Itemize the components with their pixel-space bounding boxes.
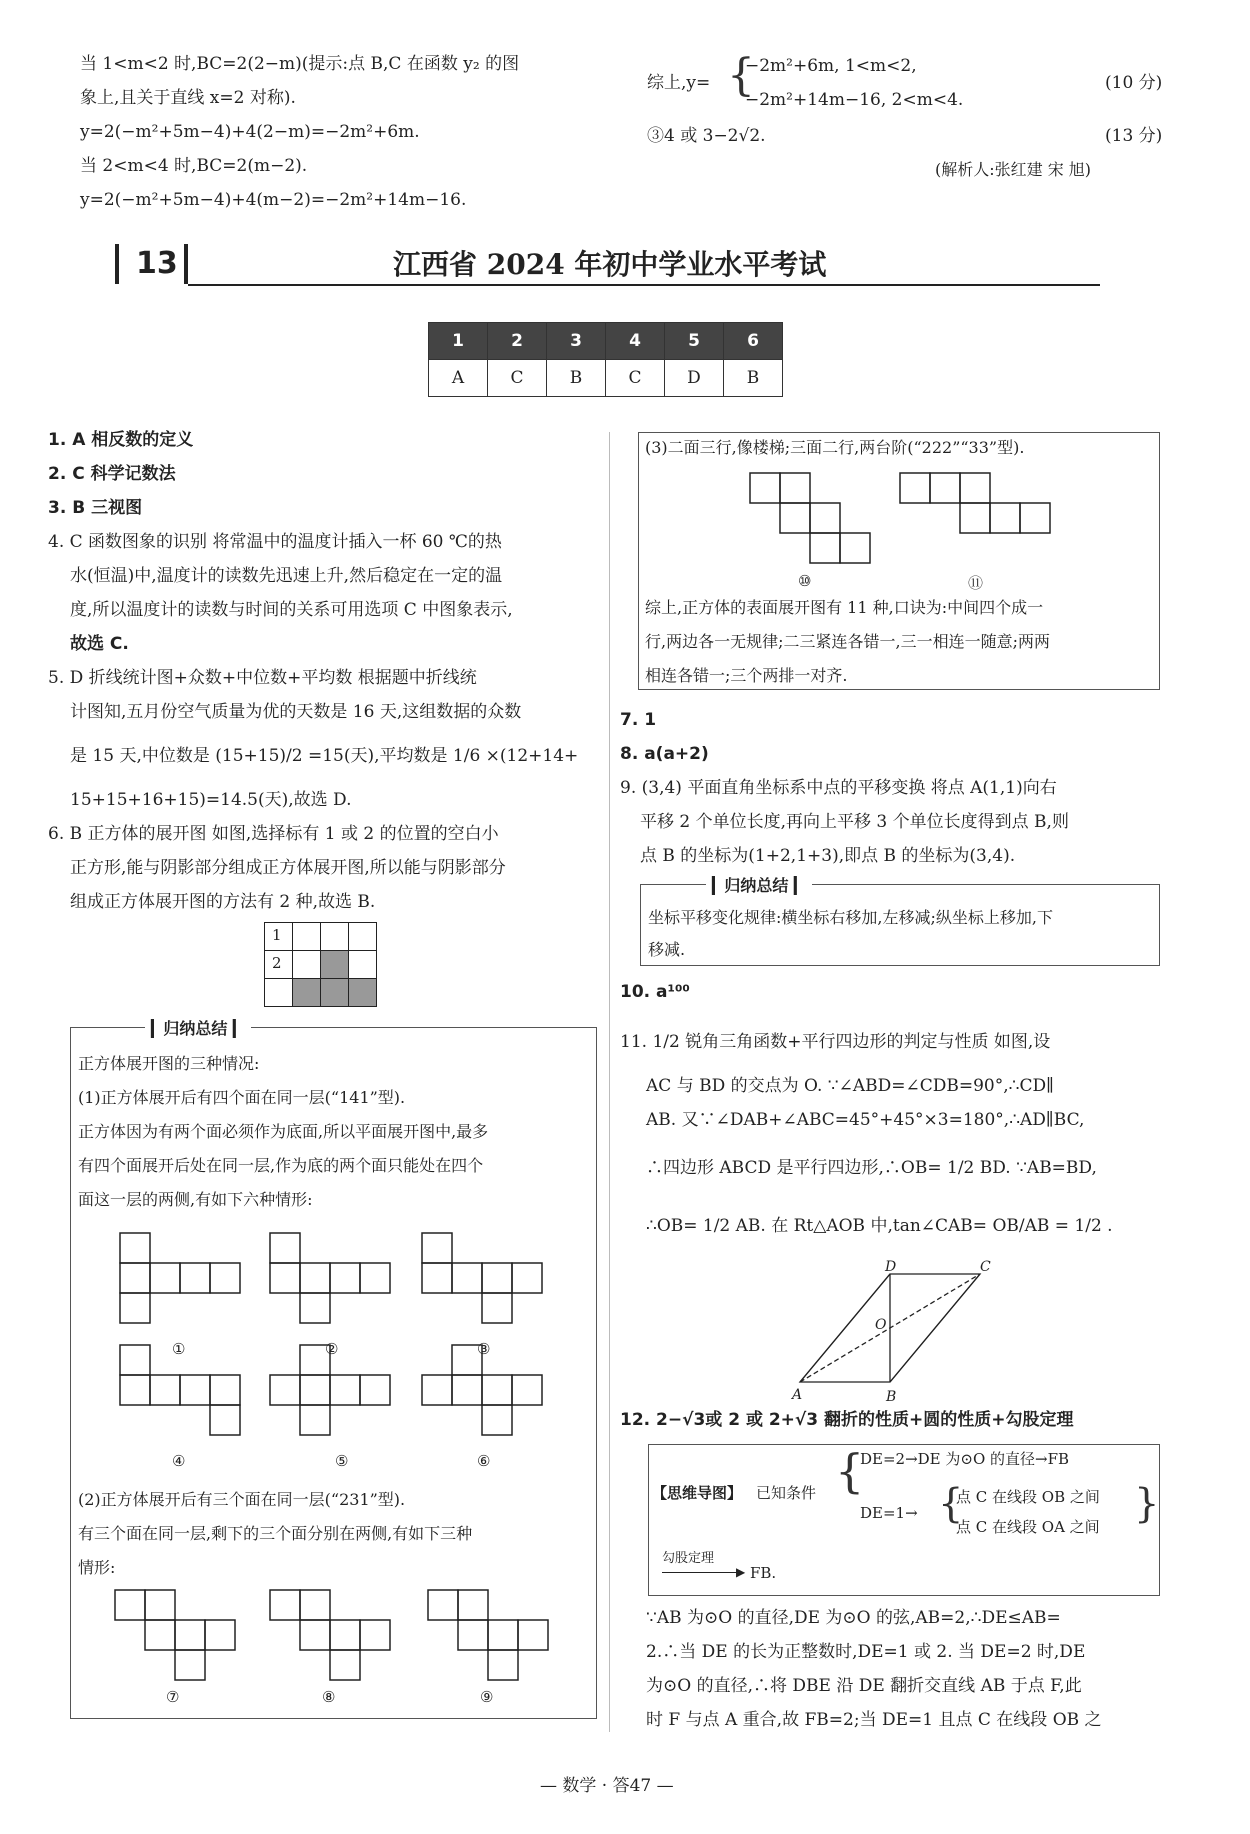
brace-icon: }	[1134, 1481, 1160, 1527]
brace-icon: {	[835, 1444, 865, 1498]
answer-line: 故选 C.	[70, 634, 129, 654]
mind-map-node: DE=2→DE 为⊙O 的直径→FB	[860, 1450, 1070, 1468]
answer-line: 7. 1	[620, 710, 657, 730]
text-line: −2m²+6m, 1<m<2,	[745, 56, 917, 76]
table-cell: B	[547, 360, 606, 397]
point-label: C	[980, 1259, 991, 1275]
summary-line: (2)正方体展开后有三个面在同一层(“231”型).	[78, 1490, 406, 1509]
section-rule	[188, 284, 1100, 286]
answer-line: 正方形,能与阴影部分组成正方体展开图,所以能与阴影部分	[70, 858, 506, 878]
net-label: ⑦	[166, 1688, 180, 1706]
cube-nets-222-33	[745, 470, 1065, 566]
text-line: −2m²+14m−16, 2<m<4.	[745, 90, 964, 110]
table-header: 6	[724, 323, 783, 360]
arrow-icon	[662, 1572, 738, 1573]
column-divider	[609, 432, 610, 1732]
text-line: y=2(−m²+5m−4)+4(m−2)=−2m²+14m−16.	[80, 190, 467, 210]
summary-line: 正方体因为有两个面必须作为底面,所以平面展开图中,最多	[78, 1122, 489, 1141]
summary-line: 有四个面展开后处在同一层,作为底的两个面只能处在四个	[78, 1156, 484, 1175]
mind-map-node: 已知条件	[756, 1484, 817, 1502]
mind-map-node: 勾股定理	[662, 1551, 715, 1566]
section-number: 13	[136, 246, 178, 281]
net-label: ⑥	[477, 1452, 491, 1470]
answer-line: 2.∴当 DE 的长为正整数时,DE=1 或 2. 当 DE=2 时,DE	[646, 1642, 1086, 1662]
summary-line: 行,两边各一无规律;二三紧连各错一,三一相连一随意;两两	[645, 632, 1050, 651]
answer-line: 平移 2 个单位长度,再向上平移 3 个单位长度得到点 B,则	[640, 812, 1069, 832]
answer-line: AC 与 BD 的交点为 O. ∵∠ABD=∠CDB=90°,∴CD∥	[646, 1076, 1054, 1096]
table-cell: D	[665, 360, 724, 397]
answer-line: 6. B 正方体的展开图 如图,选择标有 1 或 2 的位置的空白小	[48, 824, 499, 844]
net-label: ⑤	[335, 1452, 349, 1470]
answer-line: ∴OB= 1/2 AB. 在 Rt△AOB 中,tan∠CAB= OB/AB = 1/2 .	[646, 1216, 1113, 1236]
answer-line: 为⊙O 的直径,∴将 DBE 沿 DE 翻折交直线 AB 于点 F,此	[646, 1676, 1082, 1696]
brace-icon: {	[938, 1481, 964, 1527]
summary-line: 综上,正方体的表面展开图有 11 种,口诀为:中间四个成一	[645, 598, 1044, 617]
credit: (解析人:张红建 宋 旭)	[935, 160, 1092, 179]
score: (13 分)	[1105, 126, 1163, 146]
text-line: 当 2<m<4 时,BC=2(m−2).	[80, 156, 308, 176]
text-line: ③4 或 3−2√2.	[647, 126, 766, 146]
answer-line: 8. a(a+2)	[620, 744, 709, 764]
answer-line: 11. 1/2 锐角三角函数+平行四边形的判定与性质 如图,设	[620, 1032, 1051, 1052]
net-label: ⑧	[322, 1688, 336, 1706]
summary-line: 移减.	[648, 940, 686, 959]
text-line: 综上,y=	[647, 73, 711, 93]
page-footer: — 数学 · 答47 —	[540, 1776, 674, 1796]
summary-line: 相连各错一;三个两排一对齐.	[645, 666, 848, 685]
table-header: 3	[547, 323, 606, 360]
summary-line: (1)正方体展开后有四个面在同一层(“141”型).	[78, 1088, 406, 1107]
table-header: 4	[606, 323, 665, 360]
table-cell: A	[429, 360, 488, 397]
text-line: y=2(−m²+5m−4)+4(2−m)=−2m²+6m.	[80, 122, 420, 142]
answer-line: 时 F 与点 A 重合,故 FB=2;当 DE=1 且点 C 在线段 OB 之	[646, 1710, 1102, 1730]
grid-label: 1	[272, 926, 282, 944]
answer-line: 3. B 三视图	[48, 498, 143, 518]
table-header: 5	[665, 323, 724, 360]
table-header: 2	[488, 323, 547, 360]
answer-line: 10. a¹⁰⁰	[620, 982, 690, 1002]
summary-line: 坐标平移变化规律:横坐标右移加,左移减;纵坐标上移加,下	[648, 908, 1053, 927]
arrow-icon: ▶	[736, 1565, 746, 1579]
net-label: ⑪	[968, 574, 984, 592]
summary-tag: ▎归纳总结 ▎	[145, 1016, 251, 1039]
point-label: B	[886, 1389, 897, 1405]
net-label: ⑩	[798, 572, 812, 590]
answer-line: ∵AB 为⊙O 的直径,DE 为⊙O 的弦,AB=2,∴DE≤AB=	[646, 1608, 1061, 1628]
answer-table	[428, 322, 783, 397]
answer-line: 点 B 的坐标为(1+2,1+3),即点 B 的坐标为(3,4).	[640, 846, 1016, 866]
answer-line: 9. (3,4) 平面直角坐标系中点的平移变换 将点 A(1,1)向右	[620, 778, 1057, 798]
summary-line: 有三个面在同一层,剩下的三个面分别在两侧,有如下三种	[78, 1524, 473, 1543]
parallelogram-figure	[790, 1259, 1010, 1392]
summary-tag: ▎归纳总结 ▎	[706, 873, 812, 896]
summary-line: (3)二面三行,像楼梯;三面二行,两台阶(“222”“33”型).	[645, 438, 1025, 457]
mind-map-node: 点 C 在线段 OA 之间	[956, 1518, 1100, 1536]
net-label: ④	[172, 1452, 186, 1470]
section-bar	[115, 244, 119, 284]
answer-line: 计图知,五月份空气质量为优的天数是 16 天,这组数据的众数	[70, 702, 522, 722]
answer-line: 4. C 函数图象的识别 将常温中的温度计插入一杯 60 ℃的热	[48, 532, 502, 552]
mind-map-node: FB.	[750, 1564, 777, 1582]
text-line: 象上,且关于直线 x=2 对称).	[80, 88, 296, 108]
table-cell: C	[488, 360, 547, 397]
answer-line: 5. D 折线统计图+众数+中位数+平均数 根据题中折线统	[48, 668, 477, 688]
answer-line: ∴四边形 ABCD 是平行四边形,∴OB= 1/2 BD. ∵AB=BD,	[646, 1158, 1097, 1178]
answer-line: 是 15 天,中位数是 (15+15)/2 =15(天),平均数是 1/6 ×(12+14+	[70, 746, 579, 766]
summary-line: 面这一层的两侧,有如下六种情形:	[78, 1190, 313, 1209]
point-label: A	[792, 1387, 803, 1403]
brace-icon: {	[727, 50, 755, 101]
section-bar	[184, 244, 188, 284]
mind-map-tag: 【思维导图】	[652, 1484, 743, 1502]
section-title: 江西省 2024 年初中学业水平考试	[393, 248, 827, 281]
table-cell: C	[606, 360, 665, 397]
cube-nets-231	[70, 1585, 595, 1695]
answer-line: 2. C 科学记数法	[48, 464, 176, 484]
net-label: ①	[172, 1340, 186, 1358]
net-label: ⑨	[480, 1688, 494, 1706]
answer-line: 1. A 相反数的定义	[48, 430, 194, 450]
point-label: O	[875, 1317, 887, 1333]
net-label: ③	[477, 1340, 491, 1358]
table-header: 1	[429, 323, 488, 360]
table-cell: B	[724, 360, 783, 397]
answer-line: 水(恒温)中,温度计的读数先迅速上升,然后稳定在一定的温	[70, 566, 503, 586]
answer-line: 12. 2−√3或 2 或 2+√3 翻折的性质+圆的性质+勾股定理	[620, 1410, 1074, 1430]
net-label: ②	[325, 1340, 339, 1358]
text-line: 当 1<m<2 时,BC=2(2−m)(提示:点 B,C 在函数 y₂ 的图	[80, 54, 520, 74]
answer-line: AB. 又∵∠DAB+∠ABC=45°+45°×3=180°,∴AD∥BC,	[646, 1110, 1085, 1130]
summary-line: 情形:	[78, 1558, 116, 1577]
score: (10 分)	[1105, 73, 1163, 93]
summary-line: 正方体展开图的三种情况:	[78, 1054, 260, 1073]
answer-line: 度,所以温度计的读数与时间的关系可用选项 C 中图象表示,	[70, 600, 513, 620]
point-label: D	[885, 1259, 897, 1275]
answer-line: 15+15+16+15)=14.5(天),故选 D.	[70, 790, 352, 810]
mind-map-node: 点 C 在线段 OB 之间	[956, 1488, 1100, 1506]
answer-line: 组成正方体展开图的方法有 2 种,故选 B.	[70, 892, 376, 912]
grid-label: 2	[272, 954, 282, 972]
mind-map-node: DE=1→	[860, 1504, 918, 1522]
